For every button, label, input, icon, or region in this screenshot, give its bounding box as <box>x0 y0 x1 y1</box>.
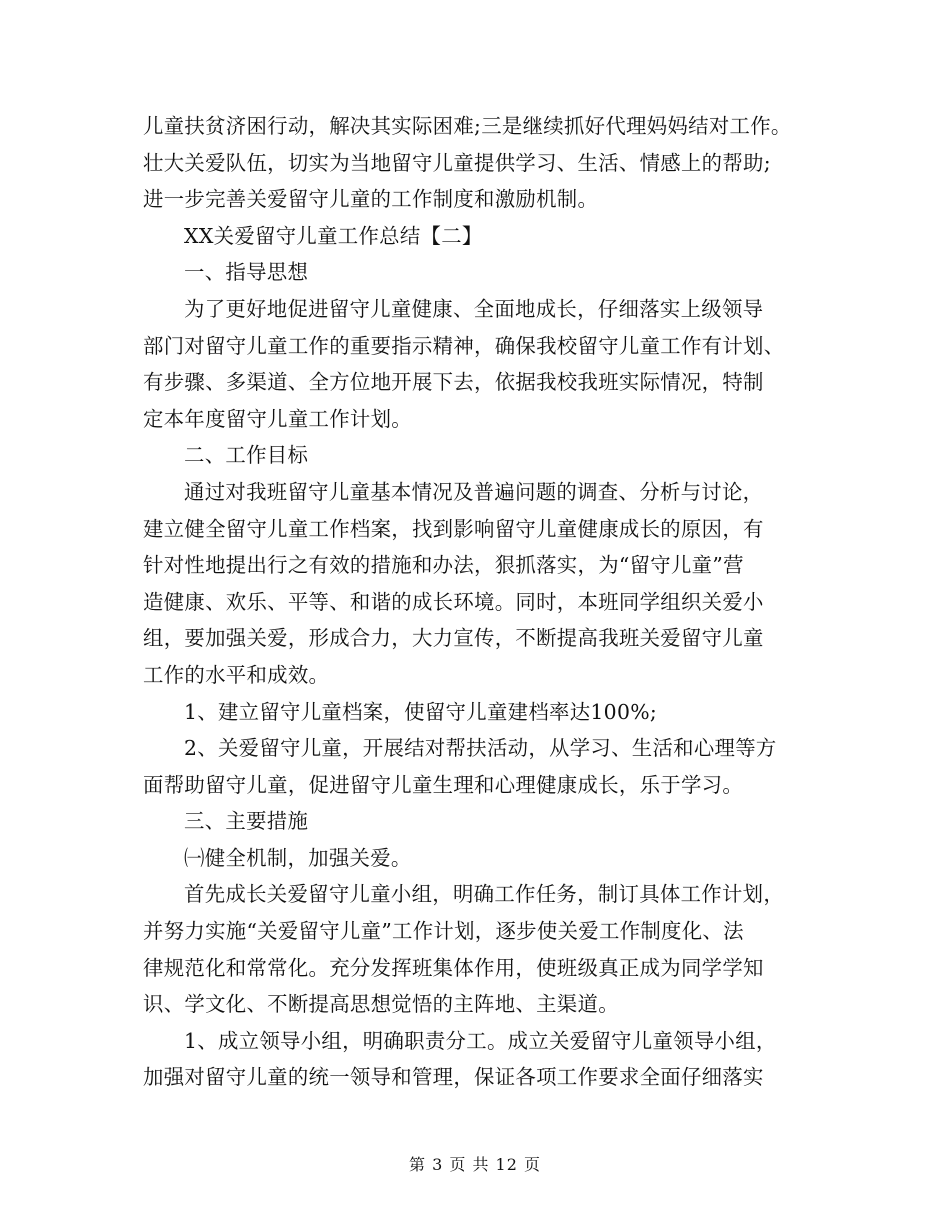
text-line: 壮大关爱队伍，切实为当地留守儿童提供学习、生活、情感上的帮助; <box>143 150 771 175</box>
text-line: 2、关爱留守儿童，开展结对帮扶活动，从学习、生活和心理等方 <box>184 736 777 761</box>
text-line: 有步骤、多渠道、全方位地开展下去，依据我校我班实际情况，特制 <box>143 370 764 395</box>
text-line: 面帮助留守儿童，促进留守儿童生理和心理健康成长，乐于学习。 <box>143 772 744 797</box>
document-body <box>143 108 808 1096</box>
text-line: 首先成长关爱留守儿童小组，明确工作任务，制订具体工作计划， <box>184 882 785 907</box>
text-line: 儿童扶贫济困行动，解决其实际困难;三是继续抓好代理妈妈结对工作。 <box>143 114 792 138</box>
text-line: 并努力实施“关爱留守儿童”工作计划，逐步使关爱工作制度化、法 <box>143 919 744 944</box>
text-line: 1、成立领导小组，明确职责分工。成立关爱留守儿童领导小组， <box>184 1028 777 1053</box>
page-number-footer: 第 3 页 共 12 页 <box>409 1155 541 1174</box>
text-line: 1、建立留守儿童档案，使留守儿童建档率达100%; <box>184 699 658 724</box>
text-line: 定本年度留守儿童工作计划。 <box>143 406 412 431</box>
text-line: 律规范化和常常化。充分发挥班集体作用，使班级真正成为同学学知 <box>143 955 764 980</box>
text-line: 加强对留守儿童的统一领导和管理，保证各项工作要求全面仔细落实 <box>143 1065 764 1090</box>
text-line: 进一步完善关爱留守儿童的工作制度和激励机制。 <box>143 187 599 212</box>
text-line: 工作的水平和成效。 <box>143 662 330 687</box>
text-line: 三、主要措施 <box>184 809 309 834</box>
text-line: 二、工作目标 <box>184 443 309 468</box>
text-line: XX关爱留守儿童工作总结【二】 <box>184 223 483 248</box>
text-line: 一、指导思想 <box>184 260 309 285</box>
text-line: 为了更好地促进留守儿童健康、全面地成长，仔细落实上级领导 <box>184 296 764 321</box>
text-line: 通过对我班留守儿童基本情况及普遍问题的调查、分析与讨论， <box>184 479 764 504</box>
text-line: 针对性地提出行之有效的措施和办法，狠抓落实，为“留守儿童”营 <box>143 553 744 578</box>
text-line: 部门对留守儿童工作的重要指示精神，确保我校留守儿童工作有计划、 <box>143 333 785 358</box>
text-line: 组，要加强关爱，形成合力，大力宣传，不断提高我班关爱留守儿童 <box>143 626 764 651</box>
text-line: ㈠健全机制，加强关爱。 <box>184 845 412 870</box>
text-line: 建立健全留守儿童工作档案，找到影响留守儿童健康成长的原因，有 <box>143 516 764 541</box>
text-line: 造健康、欢乐、平等、和谐的成长环境。同时，本班同学组织关爱小 <box>143 589 764 614</box>
text-line: 识、学文化、不断提高思想觉悟的主阵地、主渠道。 <box>143 992 619 1017</box>
